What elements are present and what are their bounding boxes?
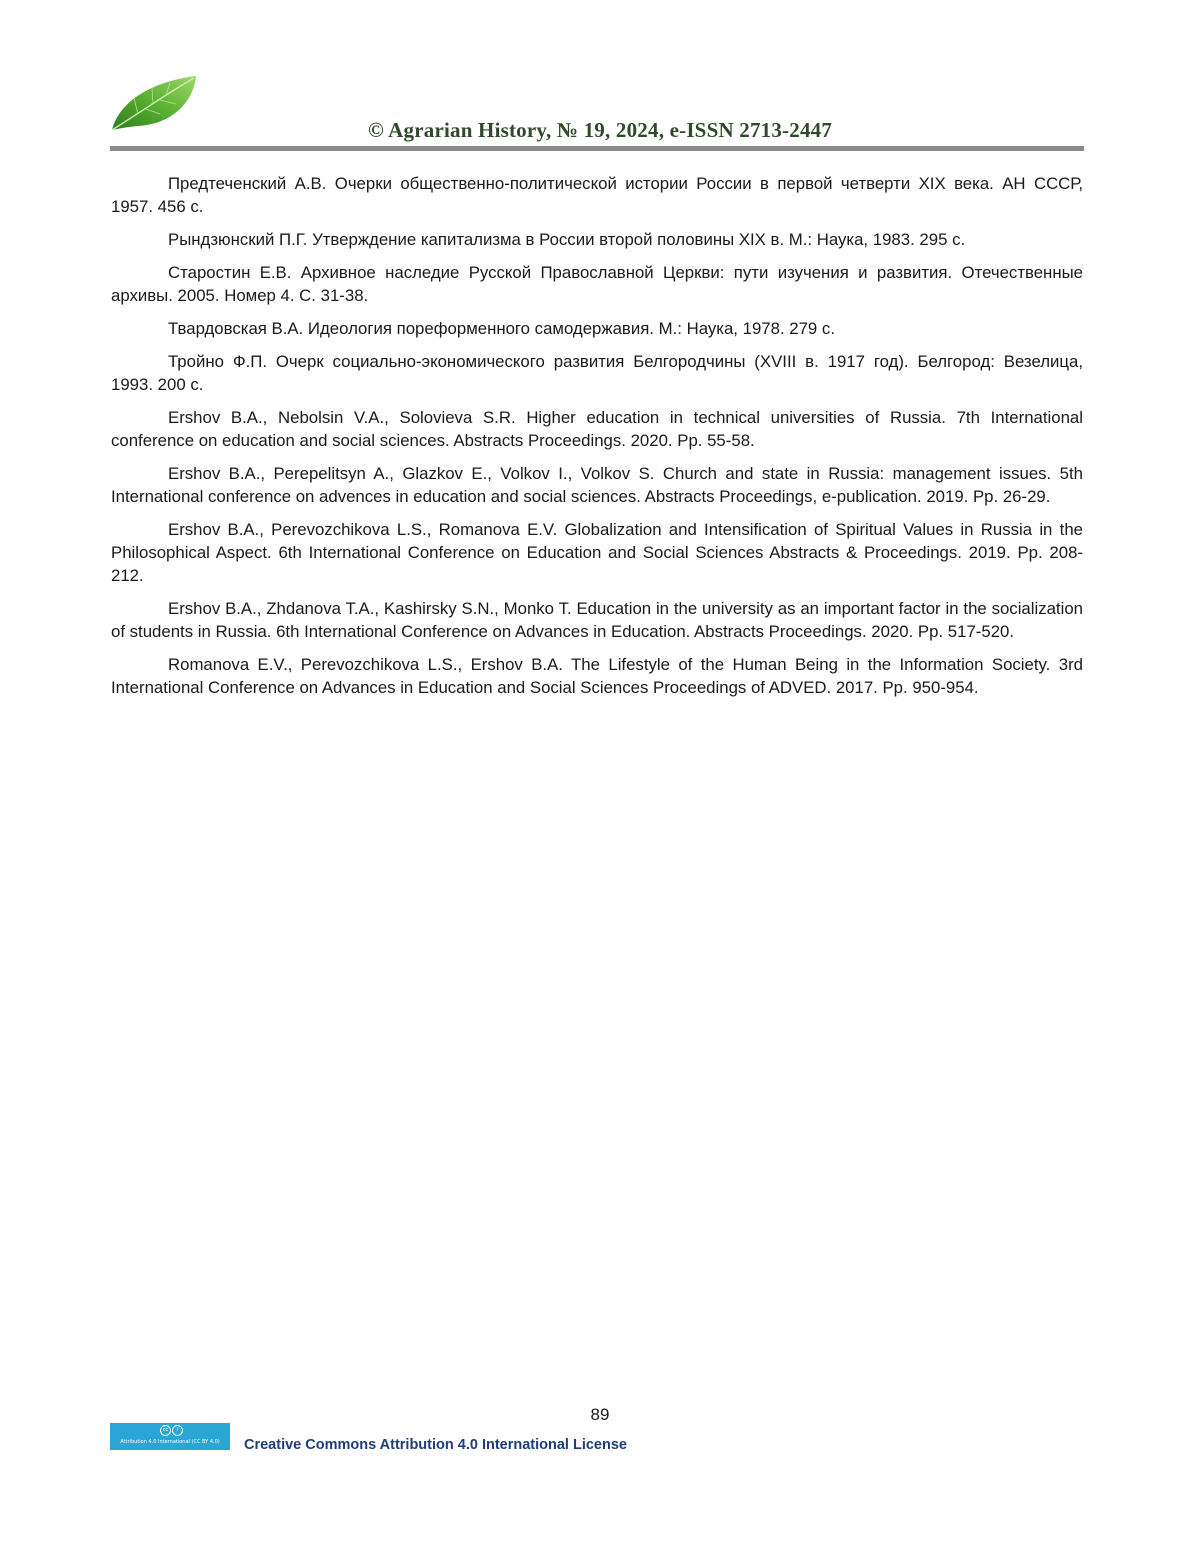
header-divider xyxy=(110,146,1084,151)
cc-icons xyxy=(160,1425,183,1436)
license-link[interactable]: Creative Commons Attribution 4.0 International License xyxy=(244,1437,627,1453)
reference-item: Предтеченский А.В. Очерки общественно-политической истории России в первой четверти XIX века. АН СССР, 1957. 456 с. xyxy=(111,174,1083,216)
journal-header-title: © Agrarian History, № 19, 2024, e-ISSN 2713-2447 xyxy=(368,118,833,142)
reference-item: Тройно Ф.П. Очерк социально-экономического развития Белгородчины (XVIII в. 1917 год). Белгород: Везелица, 1993. 200 с. xyxy=(111,352,1083,394)
cc-badge-text: Attribution 4.0 International (CC BY 4.0) xyxy=(120,1439,220,1445)
reference-list xyxy=(111,172,1083,709)
by-attribution-icon: i xyxy=(172,1425,183,1436)
reference-item: Твардовская В.А. Идеология пореформенного самодержавия. М.: Наука, 1978. 279 с. xyxy=(168,319,835,338)
cc-license-badge[interactable] xyxy=(110,1423,230,1450)
reference-item: Рындзюнский П.Г. Утверждение капитализма в России второй половины XIX в. М.: Наука, 1983. 295 с. xyxy=(168,230,966,249)
reference-item: Старостин Е.В. Архивное наследие Русской Православной Церкви: пути изучения и развития. Отечественные архивы. 2005. Номер 4. С. 31-38. xyxy=(111,263,1083,305)
page-number: 89 xyxy=(590,1405,610,1424)
reference-item: Ershov B.A., Perepelitsyn A., Glazkov E., Volkov I., Volkov S. Church and state in Russia: management issues. 5th International conference on advences in education and social sciences. Abstracts Proceedings, e-publication. 2019. Pp. 26-29. xyxy=(111,464,1083,506)
cc-icon: cc xyxy=(160,1425,171,1436)
green-leaf-icon xyxy=(108,74,202,134)
reference-item: Romanova E.V., Perevozchikova L.S., Ershov B.A. The Lifestyle of the Human Being in the Information Society. 3rd International Conference on Advances in Education and Social Sciences Proceedings of ADVED. 2017. Pp. 950-954. xyxy=(111,655,1083,697)
reference-item: Ershov B.A., Nebolsin V.A., Solovieva S.R. Higher education in technical universities of Russia. 7th International conference on education and social sciences. Abstracts Proceedings. 2020. Pp. 55-58. xyxy=(111,408,1083,450)
reference-item: Ershov B.A., Zhdanova T.A., Kashirsky S.N., Monko T. Education in the university as an important factor in the socialization of students in Russia. 6th International Conference on Advances in Education. Abstracts Proceedings. 2020. Pp. 517-520. xyxy=(111,599,1083,641)
reference-item: Ershov B.A., Perevozchikova L.S., Romanova E.V. Globalization and Intensification of Spiritual Values in Russia in the Philosophical Aspect. 6th International Conference on Education and Social Sciences Abstracts & Proceedings. 2019. Pp. 208-212. xyxy=(111,520,1083,585)
